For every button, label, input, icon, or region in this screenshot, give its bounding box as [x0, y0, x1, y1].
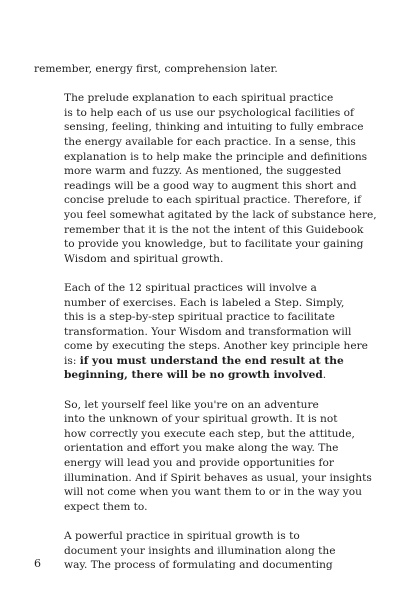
text-line: So, let yourself feel like you're on an adventure: [64, 398, 319, 411]
text-line: orientation and effort you make along the way. The: [64, 442, 339, 455]
text-line: A powerful practice in spiritual growth is to: [64, 530, 300, 542]
text-line: remember that it is the not the intent of this Guidebook: [64, 223, 364, 236]
paragraph-steps: [34, 281, 368, 383]
text-line: readings will be a good way to augment this short and: [64, 179, 357, 192]
text-line: document your insights and illumination along the: [64, 544, 336, 557]
text-line: into the unknown of your spiritual growth. It is not: [64, 413, 338, 426]
text-line: remember, energy first, comprehension later.: [34, 63, 278, 75]
text-line: this is a step-by-step spiritual practice to facilitate: [64, 311, 335, 324]
text-line: [34, 368, 334, 383]
body-text: [34, 62, 377, 587]
text-line: transformation. Your Wisdom and transformation will: [64, 325, 352, 338]
text-line: [34, 354, 344, 369]
key-principle-text: beginning, there will be no growth involved: [64, 369, 323, 382]
text-line: explanation is to help make the principle and definitions: [64, 150, 368, 163]
text-line: is to help each of us use our psychological facilities of: [64, 106, 354, 119]
page-number: 6: [34, 557, 41, 570]
text-line: illumination. And if Spirit behaves as usual, your insights: [64, 471, 372, 484]
paragraph-adventure: [34, 398, 372, 515]
text-line: come by executing the steps. Another key principle here: [64, 340, 368, 353]
text-line: Each of the 12 spiritual practices will involve a: [64, 281, 317, 294]
text-line: more warm and fuzzy. As mentioned, the suggested: [64, 165, 342, 178]
paragraph-prelude: [34, 91, 377, 266]
text-line: concise prelude to each spiritual practice. Therefore, if: [64, 194, 362, 207]
text-line: The prelude explanation to each spiritual practice: [64, 92, 334, 105]
text-line: will not come when you want them to or in the way you: [64, 486, 362, 499]
paragraph-continuation: [34, 62, 334, 77]
text-line: to provide you knowledge, but to facilitate your gaining: [64, 238, 364, 251]
text-fragment: .: [322, 369, 327, 382]
text-line: number of exercises. Each is labeled a Step. Simply,: [64, 296, 345, 309]
key-principle-text: if you must understand the end result at the: [79, 354, 344, 367]
text-line: Wisdom and spiritual growth.: [64, 252, 224, 265]
text-line: energy will lead you and provide opportunities for: [64, 457, 334, 470]
text-line: you feel somewhat agitated by the lack of substance here,: [64, 208, 377, 221]
text-fragment: is:: [64, 354, 80, 367]
text-line: how correctly you execute each step, but the attitude,: [64, 427, 355, 440]
text-line: way. The process of formulating and documenting: [64, 559, 333, 572]
text-line: sensing, feeling, thinking and intuiting to fully embrace: [64, 121, 364, 134]
paragraph-document-insights: [34, 529, 334, 573]
text-line: expect them to.: [64, 500, 148, 513]
text-line: the energy available for each practice. In a sense, this: [64, 135, 356, 148]
